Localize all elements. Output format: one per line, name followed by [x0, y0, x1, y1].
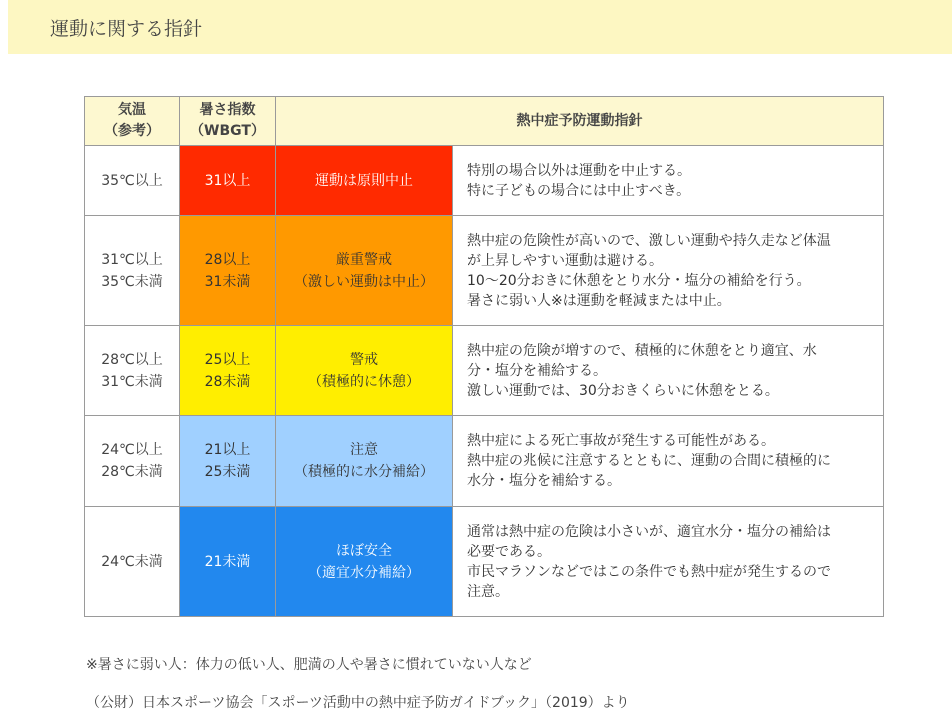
- guideline-level-cell: ほぼ安全 （適宜水分補給）: [276, 507, 453, 617]
- wbgt-cell: 25以上 28未満: [180, 326, 276, 416]
- header-temperature: 気温 （参考）: [85, 97, 180, 146]
- guideline-level-cell: 注意 （積極的に水分補給）: [276, 416, 453, 507]
- header-guideline: 熱中症予防運動指針: [276, 97, 884, 146]
- table-row: [85, 507, 884, 617]
- temperature-cell: 24℃以上 28℃未満: [85, 416, 180, 507]
- guideline-description-cell: 熱中症による死亡事故が発生する可能性がある。 熱中症の兆候に注意するとともに、運動の合間に積極的に 水分・塩分を補給する。: [453, 416, 884, 507]
- heatstroke-guideline-table: [84, 96, 884, 617]
- temperature-cell: 31℃以上 35℃未満: [85, 216, 180, 326]
- table-row: [85, 326, 884, 416]
- footnote: ※暑さに弱い人：体力の低い人、肥満の人や暑さに慣れていない人など: [86, 657, 532, 673]
- temperature-cell: 28℃以上 31℃未満: [85, 326, 180, 416]
- page-header: [8, 0, 952, 54]
- table-header-row: [85, 97, 884, 146]
- guideline-description-cell: 特別の場合以外は運動を中止する。 特に子どもの場合には中止すべき。: [453, 146, 884, 216]
- wbgt-cell: 21未満: [180, 507, 276, 617]
- page-title: 運動に関する指針: [50, 18, 203, 40]
- guideline-level-cell: 運動は原則中止: [276, 146, 453, 216]
- wbgt-cell: 21以上 25未満: [180, 416, 276, 507]
- table-row: [85, 146, 884, 216]
- header-wbgt: 暑さ指数 （WBGT）: [180, 97, 276, 146]
- wbgt-cell: 28以上 31未満: [180, 216, 276, 326]
- guideline-description-cell: 通常は熱中症の危険は小さいが、適宜水分・塩分の補給は 必要である。 市民マラソンなどではこの条件でも熱中症が発生するので 注意。: [453, 507, 884, 617]
- guideline-description-cell: 熱中症の危険が増すので、積極的に休憩をとり適宜、水 分・塩分を補給する。 激しい運動では、30分おきくらいに休憩をとる。: [453, 326, 884, 416]
- table-row: [85, 416, 884, 507]
- guideline-level-cell: 警戒 （積極的に休憩）: [276, 326, 453, 416]
- temperature-cell: 35℃以上: [85, 146, 180, 216]
- wbgt-cell: 31以上: [180, 146, 276, 216]
- temperature-cell: 24℃未満: [85, 507, 180, 617]
- source-citation: （公財）日本スポーツ協会「スポーツ活動中の熱中症予防ガイドブック」（2019）より: [86, 695, 630, 711]
- guideline-level-cell: 厳重警戒 （激しい運動は中止）: [276, 216, 453, 326]
- guideline-description-cell: 熱中症の危険性が高いので、激しい運動や持久走など体温 が上昇しやすい運動は避ける。 10～20分おきに休憩をとり水分・塩分の補給を行う。 暑さに弱い人※は運動を軽減または中止。: [453, 216, 884, 326]
- table-row: [85, 216, 884, 326]
